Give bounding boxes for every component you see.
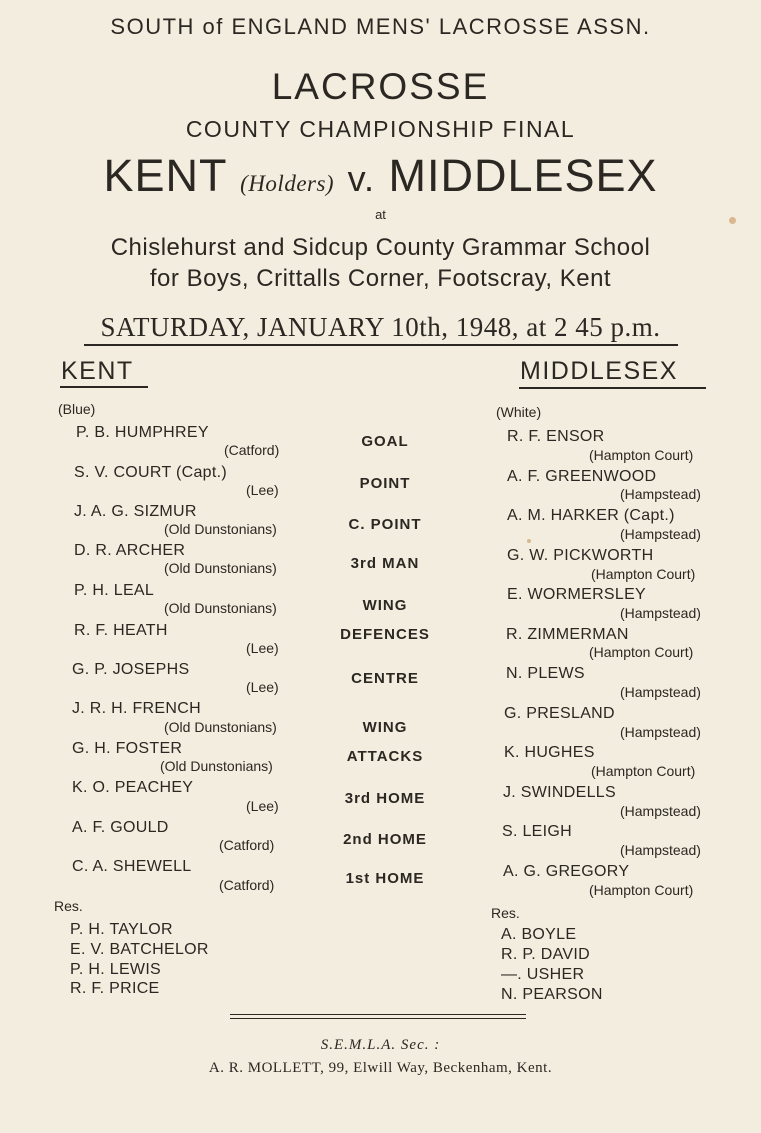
middlesex-player-name: A. F. GREENWOOD (507, 468, 657, 485)
kent-player-name: R. F. HEATH (74, 622, 168, 639)
kent-player-club: (Old Dunstonians) (164, 521, 277, 537)
middlesex-reserve-name: R. P. DAVID (501, 946, 590, 963)
position-label: 1st HOME (345, 870, 425, 887)
middlesex-reserve-name: —. USHER (501, 966, 585, 983)
middlesex-player-club: (Hampton Court) (589, 882, 694, 898)
kent-player-club: (Lee) (246, 640, 279, 656)
position-label: ATTACKS (346, 748, 424, 765)
venue-line-1: Chislehurst and Sidcup County Grammar School (110, 234, 651, 261)
kent-player-name: S. V. COURT (Capt.) (74, 464, 228, 481)
versus-label: v. (347, 158, 375, 199)
middlesex-player-club: (Hampstead) (620, 803, 701, 819)
kent-player-club: (Old Dunstonians) (164, 560, 277, 576)
middlesex-colour: (White) (496, 404, 542, 420)
kent-player-name: K. O. PEACHEY (72, 779, 194, 796)
venue-line-2: for Boys, Crittalls Corner, Footscray, Kent (149, 265, 612, 292)
position-label: 2nd HOME (343, 831, 427, 848)
middlesex-player-club: (Hampstead) (620, 842, 701, 858)
kent-player-name: J. A. G. SIZMUR (74, 503, 197, 520)
association-title: SOUTH of ENGLAND MENS' LACROSSE ASSN. (110, 14, 651, 39)
kent-player-name: G. P. JOSEPHS (72, 661, 190, 678)
middlesex-player-name: R. F. ENSOR (507, 428, 605, 445)
middlesex-heading-underline (519, 387, 706, 389)
middlesex-reserve-name: N. PEARSON (501, 986, 603, 1003)
middlesex-heading: MIDDLESEX (520, 357, 678, 385)
kent-player-name: G. H. FOSTER (72, 740, 183, 757)
event-title: COUNTY CHAMPIONSHIP FINAL (185, 116, 576, 142)
kent-player-club: (Old Dunstonians) (160, 758, 273, 774)
position-label: C. POINT (348, 516, 422, 533)
middlesex-player-club: (Hampton Court) (591, 763, 696, 779)
kent-player-club: (Lee) (246, 798, 279, 814)
home-team-title: KENT (103, 150, 227, 201)
middlesex-player-name: R. ZIMMERMAN (506, 626, 629, 643)
kent-reserve-name: E. V. BATCHELOR (70, 941, 209, 958)
position-label: DEFENCES (340, 626, 430, 643)
middlesex-player-name: G. W. PICKWORTH (507, 547, 654, 564)
paper-stain (729, 217, 736, 224)
kent-player-name: D. R. ARCHER (74, 542, 186, 559)
middlesex-player-club: (Hampton Court) (591, 566, 696, 582)
position-label: CENTRE (351, 670, 419, 687)
kent-player-name: C. A. SHEWELL (72, 858, 192, 875)
kent-colour: (Blue) (58, 401, 96, 417)
middlesex-player-club: (Hampstead) (620, 724, 701, 740)
middlesex-player-name: N. PLEWS (506, 665, 585, 682)
middlesex-player-club: (Hampton Court) (589, 447, 694, 463)
kent-player-name: A. F. GOULD (72, 819, 169, 836)
middlesex-reserve-name: A. BOYLE (501, 926, 577, 943)
kent-reserve-name: R. F. PRICE (70, 980, 160, 997)
position-label: WING (362, 597, 408, 614)
kent-player-club: (Lee) (246, 679, 279, 695)
footer-rule-bottom (230, 1018, 526, 1019)
secretary-label: S.E.M.L.A. Sec. : (320, 1037, 441, 1053)
middlesex-player-name: G. PRESLAND (504, 705, 615, 722)
middlesex-player-club: (Hampstead) (620, 605, 701, 621)
venue (0, 232, 761, 294)
kent-player-club: (Catford) (219, 877, 275, 893)
kent-player-club: (Old Dunstonians) (164, 600, 277, 616)
middlesex-player-club: (Hampstead) (620, 526, 701, 542)
kent-heading-underline (60, 386, 148, 388)
match-date: SATURDAY, JANUARY 10th, 1948, at 2 45 p.m. (100, 312, 661, 342)
middlesex-player-club: (Hampstead) (620, 684, 701, 700)
middlesex-player-name: E. WORMERSLEY (507, 586, 647, 603)
kent-player-club: (Catford) (224, 442, 280, 458)
kent-player-club: (Old Dunstonians) (164, 719, 277, 735)
sport-title: LACROSSE (271, 66, 490, 107)
holders-note: (Holders) (240, 171, 335, 196)
position-label: POINT (359, 475, 411, 492)
middlesex-player-name: S. LEIGH (502, 823, 572, 840)
position-label: WING (362, 719, 408, 736)
middlesex-player-name: A. M. HARKER (Capt.) (507, 507, 675, 524)
kent-reserves-label: Res. (54, 898, 83, 914)
kent-player-name: P. H. LEAL (74, 582, 155, 599)
match-title (0, 150, 761, 202)
position-label: 3rd HOME (344, 790, 426, 807)
kent-player-club: (Catford) (219, 837, 275, 853)
middlesex-player-name: A. G. GREGORY (503, 863, 630, 880)
kent-heading: KENT (61, 357, 134, 385)
kent-reserve-name: P. H. LEWIS (70, 961, 162, 978)
kent-player-name: J. R. H. FRENCH (72, 700, 201, 717)
middlesex-player-name: J. SWINDELLS (503, 784, 616, 801)
middlesex-player-club: (Hampstead) (620, 486, 701, 502)
kent-player-name: P. B. HUMPHREY (76, 424, 209, 441)
footer-rule-top (230, 1014, 526, 1015)
middlesex-player-name: K. HUGHES (504, 744, 595, 761)
kent-player-club: (Lee) (246, 482, 279, 498)
at-label: at (375, 207, 386, 222)
position-label: GOAL (361, 433, 409, 450)
date-underline (84, 344, 678, 346)
position-label: 3rd MAN (350, 555, 420, 572)
middlesex-reserves-label: Res. (491, 905, 520, 921)
middlesex-player-club: (Hampton Court) (589, 644, 694, 660)
paper-stain (527, 539, 531, 543)
away-team-title: MIDDLESEX (388, 150, 658, 201)
kent-reserve-name: P. H. TAYLOR (70, 921, 173, 938)
secretary-address: A. R. MOLLETT, 99, Elwill Way, Beckenham, Kent. (208, 1060, 553, 1076)
